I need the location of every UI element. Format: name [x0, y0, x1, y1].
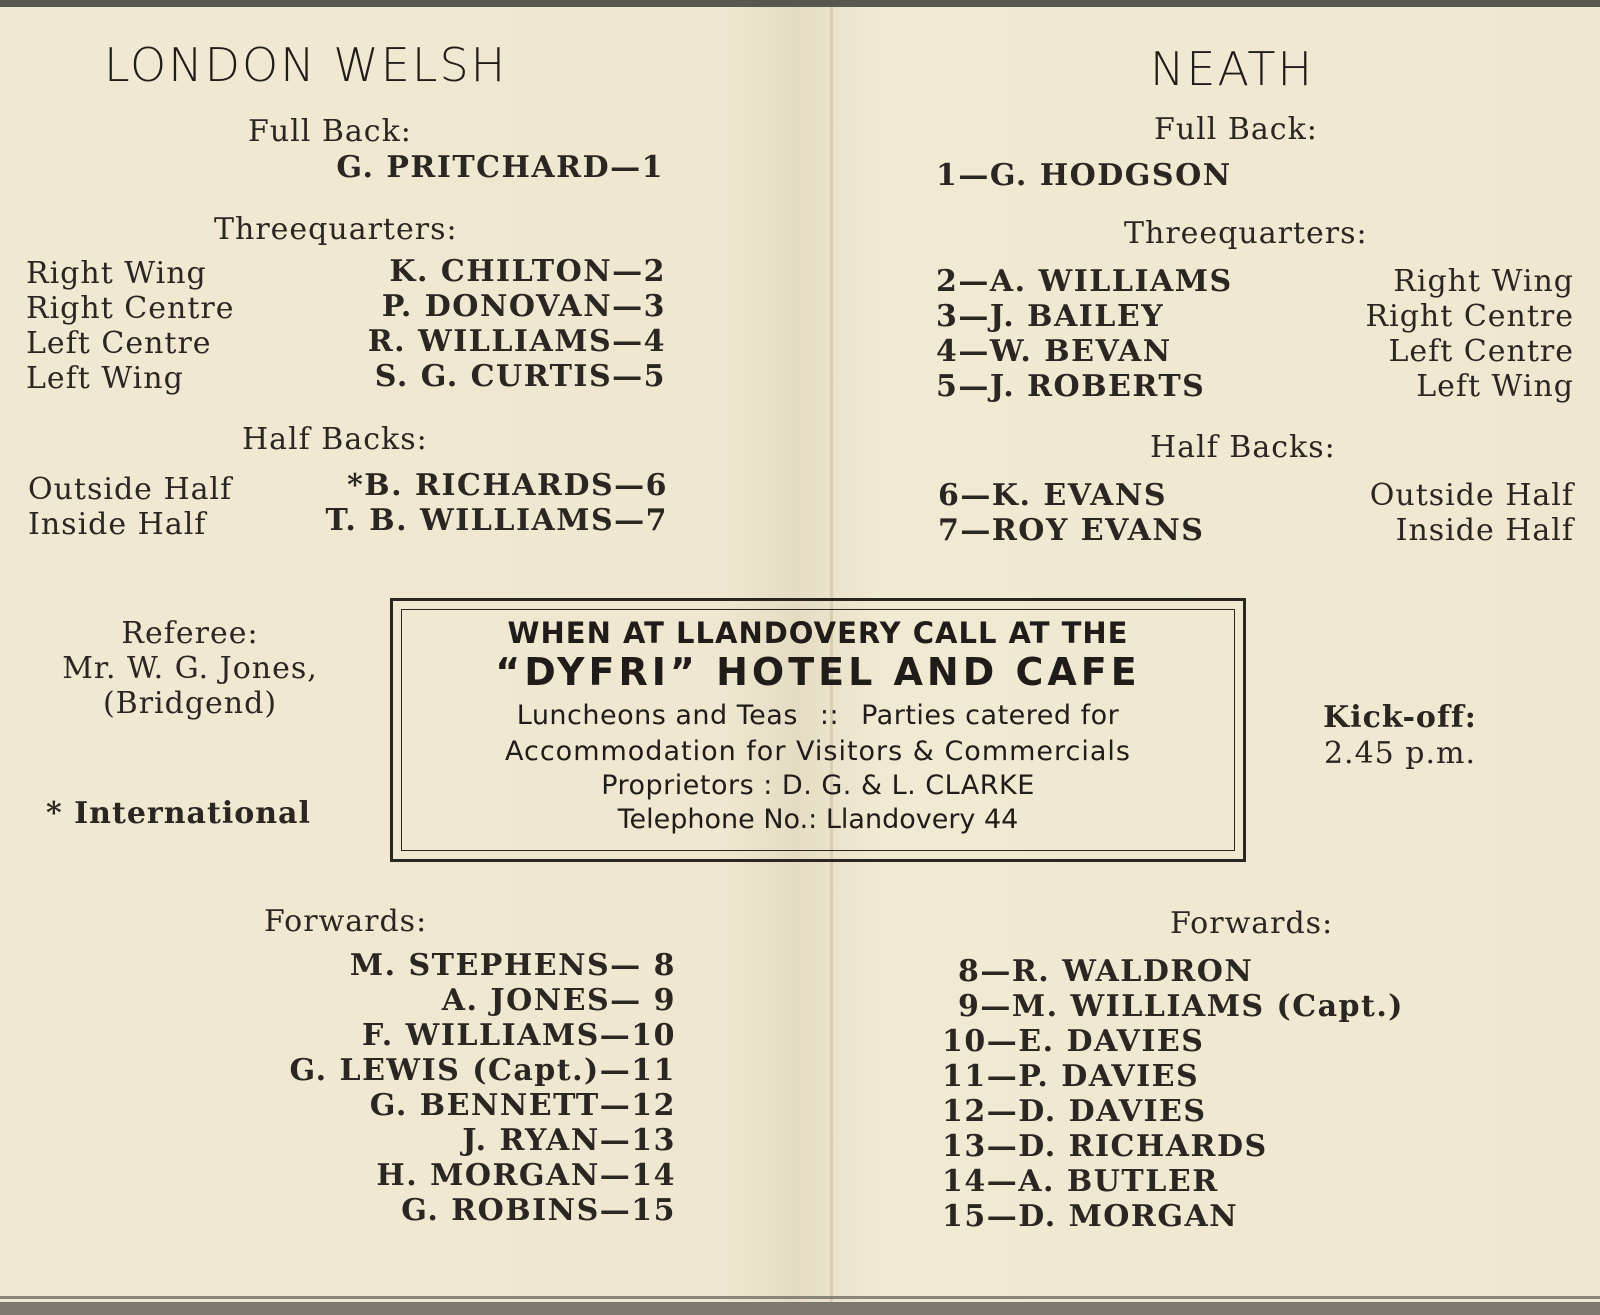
right-forward-player: 13—D. RICHARDS [942, 1129, 1268, 1164]
right-team-name: NEATH [1150, 42, 1315, 96]
left-hb-position: Outside Half [28, 472, 233, 507]
right-tq-player: 4—W. BEVAN [936, 334, 1172, 369]
referee-heading: Referee: [121, 616, 259, 651]
advert-luncheons: Luncheons and Teas [516, 700, 798, 731]
left-forward-player: G. BENNETT—12 [369, 1088, 676, 1123]
international-footnote: * International [46, 796, 311, 831]
right-forward-player: 14—A. BUTLER [942, 1164, 1219, 1199]
referee-name: Mr. W. G. Jones, [62, 651, 318, 686]
right-tq-position: Right Wing [1393, 264, 1574, 299]
advert-accommodation: Accommodation for Visitors & Commercials [504, 736, 1131, 767]
left-forward-player: F. WILLIAMS—10 [361, 1018, 676, 1053]
left-tq-position: Right Wing [26, 256, 207, 291]
advert-inner-border [401, 609, 1235, 851]
right-forward-player: 9—M. WILLIAMS (Capt.) [958, 989, 1404, 1024]
right-fullback-player: 1—G. HODGSON [936, 158, 1232, 193]
top-edge [0, 0, 1600, 7]
advert-proprietors: Proprietors : D. G. & L. CLARKE [601, 770, 1035, 801]
right-threequarters-heading: Threequarters: [1124, 216, 1368, 251]
left-tq-player: R. WILLIAMS—4 [367, 324, 666, 359]
left-hb-player: *B. RICHARDS—6 [347, 468, 668, 503]
right-tq-player: 5—J. ROBERTS [936, 369, 1206, 404]
kickoff-heading: Kick-off: [1323, 700, 1477, 735]
advert-hotel-name: “DYFRI” HOTEL AND CAFE [495, 650, 1141, 694]
left-forward-player: G. ROBINS—15 [401, 1193, 676, 1228]
left-tq-player: K. CHILTON—2 [389, 254, 666, 289]
left-forward-player: J. RYAN—13 [462, 1123, 676, 1158]
left-fullback-player: G. PRITCHARD—1 [336, 150, 664, 185]
left-threequarters-heading: Threequarters: [214, 212, 458, 247]
left-hb-position: Inside Half [28, 507, 207, 542]
kickoff-time: 2.45 p.m. [1323, 736, 1477, 771]
right-forward-player: 11—P. DAVIES [942, 1059, 1200, 1094]
left-tq-player: S. G. CURTIS—5 [374, 359, 666, 394]
bottom-edge [0, 1302, 1600, 1315]
right-hb-player: 7—ROY EVANS [938, 513, 1205, 548]
left-forward-player: G. LEWIS (Capt.)—11 [289, 1053, 676, 1088]
right-tq-position: Left Centre [1388, 334, 1574, 369]
right-hb-position: Outside Half [1369, 478, 1574, 513]
right-tq-position: Right Centre [1365, 299, 1574, 334]
right-tq-player: 2—A. WILLIAMS [936, 264, 1233, 299]
right-forwards-heading: Forwards: [1170, 906, 1334, 941]
left-tq-position: Left Wing [26, 361, 184, 396]
right-fullback-heading: Full Back: [1154, 112, 1318, 147]
right-forward-player: 15—D. MORGAN [942, 1199, 1239, 1234]
left-tq-position: Left Centre [26, 326, 212, 361]
left-forward-player: H. MORGAN—14 [376, 1158, 676, 1193]
advert-line-call: WHEN AT LLANDOVERY CALL AT THE [507, 616, 1129, 650]
right-forward-player: 10—E. DAVIES [942, 1024, 1205, 1059]
advert-parties: Parties catered for [861, 700, 1120, 731]
right-tq-player: 3—J. BAILEY [936, 299, 1165, 334]
right-hb-position: Inside Half [1395, 513, 1574, 548]
right-halfbacks-heading: Half Backs: [1150, 430, 1336, 465]
left-team-name: LONDON WELSH [104, 38, 508, 92]
hotel-advert [390, 598, 1246, 862]
left-forwards-heading: Forwards: [264, 904, 428, 939]
right-forward-player: 12—D. DAVIES [942, 1094, 1207, 1129]
left-tq-position: Right Centre [26, 291, 235, 326]
right-hb-player: 6—K. EVANS [938, 478, 1168, 513]
left-forward-player: M. STEPHENS— 8 [349, 948, 676, 983]
advert-telephone: Telephone No.: Llandovery 44 [617, 804, 1019, 835]
left-halfbacks-heading: Half Backs: [242, 422, 428, 457]
referee-town: (Bridgend) [102, 686, 278, 721]
left-hb-player: T. B. WILLIAMS—7 [325, 503, 668, 538]
left-forward-player: A. JONES— 9 [441, 983, 676, 1018]
left-tq-player: P. DONOVAN—3 [381, 289, 666, 324]
right-tq-position: Left Wing [1416, 369, 1574, 404]
advert-services [402, 700, 1234, 731]
right-forward-player: 8—R. WALDRON [958, 954, 1254, 989]
left-fullback-heading: Full Back: [248, 114, 412, 149]
advert-separator: :: [819, 700, 840, 731]
